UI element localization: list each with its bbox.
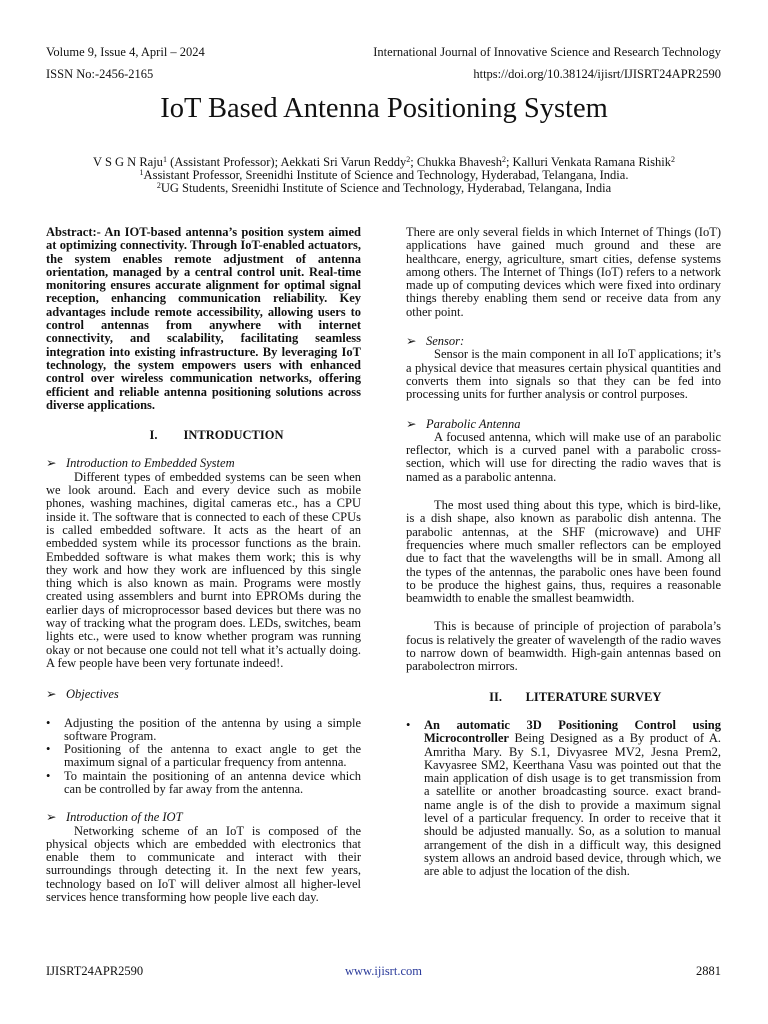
subsection-objectives-heading bbox=[46, 688, 361, 701]
embedded-system-paragraph: Different types of embedded systems can be seen when we look around. Each and every device such as mobile phones, washing machines, digital cameras etc., has a CPU inside it. The software that is connected to each of these CPUs is called embedded software. It acts as the heart of an embedded system while its processor functions as the brain. Embedded software is what makes them work; this is why they work and how they work are influenced by this single thing which is also known as main. Programs were mostly created using assemblers and burnt into EPROMs during the earlier days of microprocessor based devices but there was no way of tracking what the program does. LEDs, switches, beam lights etc., were used to know whether program was running okay or not because one could not tell what it’s actually doing. A few people have been very fortunate indeed!. bbox=[46, 469, 361, 670]
section-2-title: LITERATURE SURVEY bbox=[525, 689, 662, 704]
journal-doi[interactable]: https://doi.org/10.38124/ijisrt/IJISRT24APR2590 bbox=[473, 67, 721, 81]
objective-item: • Positioning of the antenna to exact angle to get the maximum signal of a particular frequency from antenna. bbox=[46, 743, 361, 770]
literature-item bbox=[406, 719, 721, 879]
footer-website-link[interactable]: www.ijisrt.com bbox=[345, 964, 422, 978]
arrow-bullet-icon: ➢ bbox=[406, 334, 417, 349]
literature-item-title: An automatic 3D Positioning Control using Microcontroller bbox=[424, 717, 721, 746]
author-4-sup: 2 bbox=[670, 155, 675, 164]
journal-name: International Journal of Innovative Science and Research Technology bbox=[373, 45, 721, 59]
arrow-bullet-icon: ➢ bbox=[46, 810, 57, 825]
journal-issn: ISSN No:-2456-2165 bbox=[46, 67, 154, 81]
affiliation-2-text: UG Students, Sreenidhi Institute of Science and Technology, Hyderabad, Telangana, India bbox=[160, 181, 612, 195]
subsection-embedded-title: Introduction to Embedded System bbox=[66, 456, 235, 471]
antenna-paragraph-2: The most used thing about this type, which is bird-like, is a dish shape, also known as parabolic dish antenna. The parabolic antennas, at the SHF (microwave) and UHF frequencies where much smaller reflectors can be employed due to fact that the wavelengths will be in small. Among all the types of the antennas, the parabolic ones have been found to be produce the highest gains, thus, requires a reasonable beamwidth to enable the smallest beamwidth. bbox=[406, 498, 721, 606]
section-1-heading bbox=[46, 429, 361, 442]
section-2-heading bbox=[406, 691, 721, 704]
objective-item: • To maintain the positioning of an antenna device which can be controlled by far away from the antenna. bbox=[46, 770, 361, 797]
abstract: Abstract:- An IOT-based antenna’s position system aimed at optimizing connectivity. Through IoT-enabled actuators, the system enables remote adjustment of antenna orientation, managed by a central control unit. Real-time monitoring ensures accurate alignment for optimal signal reception, enhancing communication reliability. Key advantages include remote accessibility, allowing users to control antennas from anywhere with internet connectivity, and scalability, facilitating seamless integration into existing infrastructure. By leveraging IoT technology, the system empowers users with enhanced control over wireless communication networks, offering efficient and reliable antenna positioning solutions across diverse applications. bbox=[46, 225, 361, 412]
section-2-number: II. bbox=[489, 689, 502, 704]
affiliation-2-sup: 2 bbox=[156, 181, 161, 190]
subsection-embedded-heading bbox=[46, 457, 361, 470]
paper-title: IoT Based Antenna Positioning System bbox=[160, 93, 608, 124]
author-2: Aekkati Sri Varun Reddy bbox=[280, 155, 407, 169]
author-1-role: (Assistant Professor); bbox=[166, 155, 281, 169]
arrow-bullet-icon: ➢ bbox=[406, 416, 417, 431]
arrow-bullet-icon: ➢ bbox=[46, 456, 57, 471]
left-column bbox=[46, 226, 361, 904]
author-4: ; Kalluri Venkata Ramana Rishik bbox=[505, 155, 671, 169]
right-column bbox=[406, 226, 721, 878]
subsection-objectives-title: Objectives bbox=[66, 687, 119, 702]
antenna-paragraph-3: This is because of principle of projection of parabola’s focus is relatively the greater of wavelength of the radio waves to narrow down of beamwidth. High-gain antennas based on parabolectron mirrors. bbox=[406, 619, 721, 674]
subsection-antenna-title: Parabolic Antenna bbox=[426, 416, 521, 431]
affiliation-2 bbox=[0, 181, 768, 196]
subsection-iot-heading bbox=[46, 811, 361, 824]
section-1-title: INTRODUCTION bbox=[183, 428, 284, 443]
subsection-sensor-heading bbox=[406, 335, 721, 348]
subsection-iot-title: Introduction of the IOT bbox=[66, 810, 183, 825]
objective-item: • Adjusting the position of the antenna by using a simple software Program. bbox=[46, 717, 361, 744]
author-3: ; Chukka Bhavesh bbox=[410, 155, 502, 169]
subsection-antenna-heading bbox=[406, 418, 721, 431]
affiliation-1-sup: 1 bbox=[139, 168, 144, 177]
iot-paragraph: Networking scheme of an IoT is composed of the physical objects which are embedded with electronics that enable them to communicate and interact with their surroundings through detecting it. In the next few years, technology based on IoT will deliver almost all higher-level services hence transforming how people live each day. bbox=[46, 823, 361, 905]
author-3-sup: 2 bbox=[501, 155, 506, 164]
author-1-sup: 1 bbox=[162, 155, 167, 164]
iot-continued-paragraph: There are only several fields in which Internet of Things (IoT) applications have gained much ground and these are healthcare, energy, agriculture, smart cities, defense systems among others. The Internet of Things (IoT) refers to a network made up of computing devices which were fixed into ordinary things thereby enabling them send or receive data from any other point. bbox=[406, 225, 721, 319]
objectives-list bbox=[46, 717, 361, 797]
subsection-sensor-title: Sensor: bbox=[426, 334, 465, 349]
author-2-sup: 2 bbox=[406, 155, 411, 164]
journal-volume: Volume 9, Issue 4, April – 2024 bbox=[46, 45, 205, 59]
section-1-number: I. bbox=[149, 428, 158, 443]
author-1: V S G N Raju bbox=[93, 155, 163, 169]
affiliation-1-text: Assistant Professor, Sreenidhi Institute of Science and Technology, Hyderabad, Telangana, India. bbox=[143, 168, 629, 182]
page-number: 2881 bbox=[696, 964, 721, 978]
sensor-paragraph: Sensor is the main component in all IoT applications; it’s a physical device that measures certain physical quantities and converts them into signals so that they can be fed into processing units for further analysis or control purposes. bbox=[406, 347, 721, 402]
literature-list bbox=[406, 719, 721, 879]
antenna-paragraph-1: A focused antenna, which will make use of an parabolic reflector, which is a curved panel with a parabolic cross- section, which will use for directing the radio waves that is named as a parabolic antenna. bbox=[406, 429, 721, 484]
footer-paper-id: IJISRT24APR2590 bbox=[46, 964, 144, 978]
literature-item-text: Being Designed as a By product of A. Amritha Mary. By S.1, Divyasree MV2, Jesna Prem2, Kavyasree SM2, Keerthana Vasu was pointed out that the main application of dish usage is to get transmission from a satellite or another broadcasting source. exact brand-name angle is of the dish to provide a maximum signal level of a particular frequency. In order to receive that it should be adjusted manually. So, as a solution to manual arrangement of the dish in a difficult way, this designed system allows an android based device, through which, we are able to adjust the location of the dish. bbox=[424, 731, 721, 879]
arrow-bullet-icon: ➢ bbox=[46, 687, 57, 702]
